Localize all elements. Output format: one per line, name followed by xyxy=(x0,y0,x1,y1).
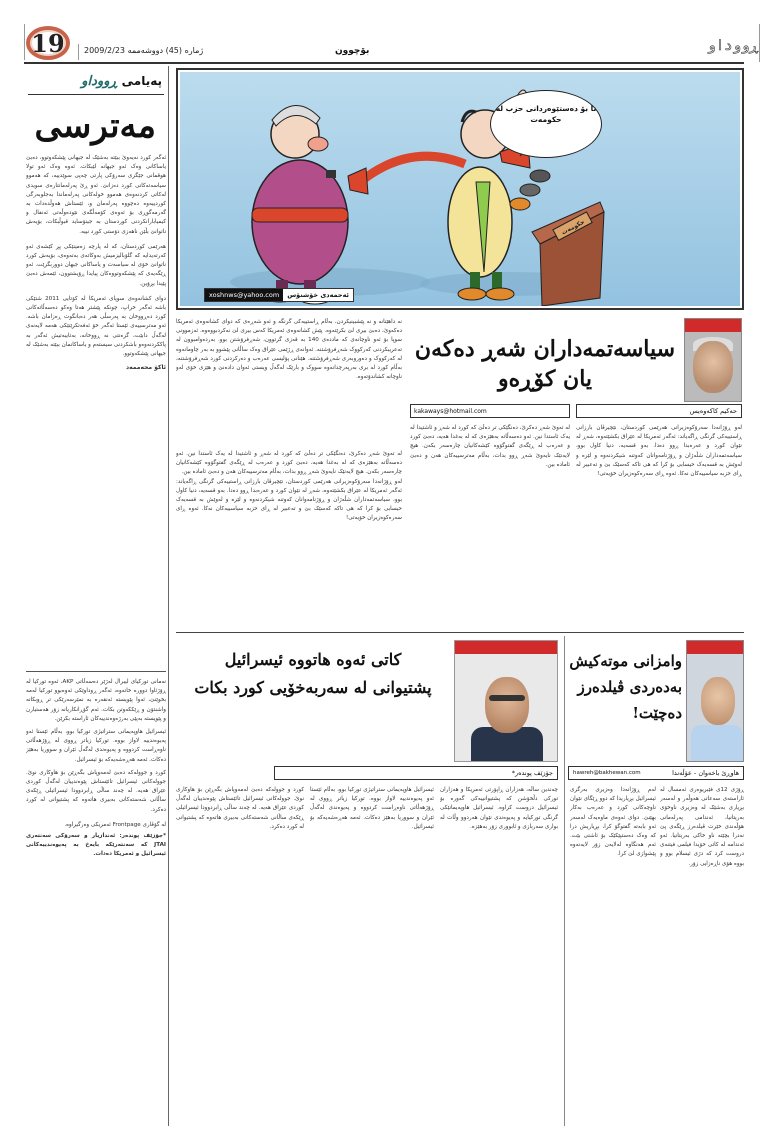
photo-accent-bar xyxy=(687,641,743,654)
author-name: هاوڕێ باخەوان - عۆڵەندا xyxy=(672,769,739,777)
headline-line: کاتی ئەوە هاتووە ئیسرائیل xyxy=(224,650,402,669)
article-column xyxy=(576,424,742,628)
author-photo xyxy=(686,640,744,762)
photo-accent-bar xyxy=(685,319,741,332)
editorial-body xyxy=(26,154,166,664)
article-paragraph: لەو ڕۆژانەدا سەرۆکوەزیرانی هەرێمی کوردستان، نێچیرڤان بارزانی ڕاستییەکی گرنگی ڕاگەیاند: ئەگەر ئەمریکا لە عێراق بکشێتەوە، شەڕ لە نێوان کورد و عەرەبدا ڕوو دەدا. بەو قسەیە، دنیا کاول بوو، سیاسەتمەداران شڵەژان و ڕۆژنامەوانان کەوتنە شیکردنەوە و لێرە و لەوێش بە قسەیەک حیسابی بۆ کرا کە هی تاکە کەسێک بێ و تەعبیر لە ڕای حزبە سیاسییەکان نەکا. ئەوە ڕای سەرەکوەزیران خۆیەتی! xyxy=(576,425,742,478)
article-column xyxy=(570,786,656,1126)
photo-face xyxy=(701,677,735,725)
photo-glasses xyxy=(489,695,525,701)
editorial-paragraph: هەرێمی کوردستان، کە لە پارچە زەمینێکی پڕ کێشەی ئەو کەرتەیدایە کە گلۆبالیزمیش بەوکاتەی بەتەوەی، بۆیەش کورد ناتوانێ خۆی لە سیاسەت و یاساکانی جیهان دووربگرێت. ئەو ڕێگەیەی کە پێشکەوتووەکان پیایدا ڕۆیشتوون، ئێمەش دەبێ پێیدا بڕۆین. xyxy=(26,243,166,287)
continuation-paragraph: کورد و جوولەکە دەبێ لەمەوپاش بگەڕێن بۆ هاوکاری نوێ. جوولەکانی ئیسرائیل تائێستاش پێوەندییان لەگەڵ کوردی عێراق هەیە. لە چەند ساڵی ڕابردوودا ئیسرائیلی ڕێکەی ساڵانی شەستەکانی بەبیری هاتەوە کە پشتیوانی لە کورد دەکرد. xyxy=(26,769,166,813)
article-paragraph: چەندین ساڵە، هەزاران ڕاپۆرتی ئەمریکا و هەزاران تورکی دڵخۆشن کە پشتیوانییەکی گەورە بۆ ئیسرائیل دروست کراوە. ئیسرائیل هاوپەیمانێکی گرنگی تورکیایە و پەیوەندی نێوان هەردوو وڵات لە بواری سەربازی و ئابووری زۆر بەهێزە. xyxy=(440,787,558,830)
article-column xyxy=(660,786,744,1126)
article-paragraph: ڕۆژی 12ی فێبریوەری ئەمساڵ لە ئاراستەی سەعاتی هەوڵەر و لەسەر بڕیاری بەشێک لە وەزیری ناوخۆی بەریتانیا، ئەندامی پەرلەمانی هۆڵەندی خێرت ڤیلدەرز ڕێگەی پێ نەدرا بچێتە ناو خاکی بەریتانیا. ئەو ئەندامە لە کاتی خۆیدا فیلمی فیتنەی دروست کرد کە دژی ئیسلام بوو و بووە هۆی ناڕەزایی زۆر. xyxy=(660,787,744,867)
article-paragraph: نە داهێنانە و نە پێشبینیکردن، بەڵام ڕاستییەکی گرنگە و ئەو شەڕەی کە دوای کشانەوەی ئەمریکا دەکەوێ، دەبێ بیری لێ بکرێتەوە. پێش کشانەوەی ئەمریکا کەس بیری لێ نەکردبووەوە. ئەزموونی سوپا بۆ ئەو ناوچانەی کە ماددەی 140 بە قەزی گرتوون، شەڕفرۆشتن بوو. بەردەوامبوون لە تەعریبکردنی کەرکووک شەڕفرۆشتنە. ئەوانەی ڕژێمی عێراق وەک ساڵانی پێشوو بە بەر چاومانەوە لە کەرکووک و دەوروبەری شەڕفرۆشتنە. هێنانی پۆلیسی عەرەب و دەرکردنی کورد شەڕفرۆشتنە، بەڵام کورد لە بری بەرپەرچدانەوە سووک و بارێک لەگەڵ ویستی ئەوان دادەنێ و هێزی خۆی لەو ناوچانە کشاندۆتەوە. xyxy=(176,319,402,381)
section-divider xyxy=(176,632,744,633)
article-paragraph: لەو ڕۆژانەدا سەرۆکوەزیرانی هەرێمی کوردستان، نێچیرڤان بارزانی ڕاستییەکی گرنگی ڕاگەیاند: ئەگەر ئەمریکا لە عێراق بکشێتەوە، شەڕ لە نێوان کورد و عەرەبدا ڕوو دەدا. بەو قسەیە، دنیا کاول بوو، سیاسەتمەداران شڵەژان و ڕۆژنامەوانان کەوتنە شیکردنەوە و لێرە و لەوێش بە قسەیەک حیسابی بۆ کرا کە هی تاکە کەسێک بێ و تەعبیر لە ڕای حزبە سیاسییەکان نەکا. ئەوە ڕای سەرەکوەزیران خۆیەتی! xyxy=(176,478,402,522)
source-note: لە گۆڤاری Frontpage ئەمریکی وەرگیراوە. xyxy=(64,821,166,828)
continuation-paragraph: نەمانی تورکیای لیبراڵ لەژێر دەسەڵاتی AKP، ئەوە تورکیا لە ڕۆژئاوا دوورە خاتەوە، ئەگەر ڕوداوێکی ئەوەبوو تورکیا لەمە بخوێنێ، ئەوا پێویستە ئەنقەرە بە نمێرسەرێکی تر ڕوبکاتە واشنتۆن و ڕێککەوتن بکات. ئەم گۆڕانکاریانە زۆر هەستیارن و پێویستە بەپێی بەرژەوەندییەکان ئاراستە بکرێن. xyxy=(26,679,166,722)
cartoonist-email: xoshnws@yahoo.com xyxy=(205,289,283,301)
header-right-rule xyxy=(759,24,760,62)
cartoonist-name: ئەحمەدی خۆشنۆس xyxy=(283,289,353,301)
photo-face xyxy=(485,677,529,733)
headline-line: پشتیوانی لە سەربەخۆیی کورد بکات xyxy=(194,678,432,697)
article-headline xyxy=(176,646,450,760)
cartoon-frame xyxy=(176,68,744,310)
article-paragraph: لە تەوێ شەڕ دەکرێ، دەنگێکی تر دەڵێ کە کورد لە شەڕ و ئاشتیدا لە یەک ئاستدا نین. ئەو دەسەڵاتە بەهێزەی کە لە بەغدا هەیە، دەبێ کورد و عەرەب لە ڕێگەی گفتوگۆوە کێشەکانیان چارەسەر بکەن. هیچ لایەنێک نایەوێ شەڕ ڕوو بدات، بەڵام مەترسییەکان هەن و دەبێ ئامادە بین. xyxy=(410,425,570,468)
left-divider xyxy=(26,671,166,672)
speech-bubble: نا بۆ دەستێوەردانی حزب لە حکومەت xyxy=(490,90,602,158)
article-headline xyxy=(568,648,682,760)
column-rule xyxy=(564,636,565,1126)
cartoon-illustration xyxy=(180,72,740,306)
article-column xyxy=(310,786,434,1126)
author-email: kakaways@hotmail.com xyxy=(410,404,570,418)
photo-shirt xyxy=(691,725,743,761)
photo-accent-bar xyxy=(455,641,557,654)
continuation-body xyxy=(26,678,166,1134)
headline-line: بەدەردی ڤیلدەرز دەچێت! xyxy=(577,678,682,722)
header-left-rule xyxy=(24,24,25,60)
author-photo xyxy=(684,318,742,402)
section-name: بۆچوون xyxy=(335,46,370,56)
cartoon-credit xyxy=(204,288,354,302)
author-name: حەکیم کاکەوەیس xyxy=(576,404,742,418)
author-email: hawreh@bakhewan.com xyxy=(573,770,641,776)
editorial-paragraph: ئەگەر کورد نەیەوێ ببێتە بەشێک لە جیهانی پێشکەوتوو، دەبێ یاساکانی وەک ئەو جیهانە لێبکات. ئەوە وەک ئەو تولا هوقمانی جێگری سەرۆکی پارتی چەپی سوێدییە، کە هەموو سیاسەتەکانی کورد دەزانێ. ئەو ڕێ پەرلەمانتارەی سویدی لەکاتی کردنەوەی هەموو خولەکانی پەرلەماندا بەجلوبەرگی کوردییەوە دەچووە پەرلەمان و، ئێستاش هەوڵدەدات بە گەرمەگوڕی بۆ ئەوەی کۆمەڵگەی نێودەوڵەتی ئەنفال و کیمیابارانکردنی کوردستان بە جینۆساید قبوڵبکات، بۆیەش ناتوانێ بڵێن ناهەزی دۆستی کورد نییە. xyxy=(26,155,166,235)
kicker-brand: ڕووداو xyxy=(81,74,118,89)
article-column xyxy=(440,786,558,1126)
editorial-paragraph: دوای کشانەوەی سوپای ئەمریکا لە کۆتایی 2011 شتێکی باشە ئەگەر خراپ، چونکە پێشتر هەتا وەکو دەسەڵاتەکانی کورد دەڕووخان بە پەرسڵی هەر دەبانگوت ڕەزامان باشە. ئەو مەترسییەی ئێستا ئەگەر خۆ ئەفەتکرێنێکی هەمە لایەنەی لەگەڵ دابێت، گرەنتی نە ڕووخانە، بەتایبەتیش ئەگەر بە پاککردنەوەو باشکردنی سیستەم و یاساکانمان ببێتە بەشێک لە جیهانی پێشکەوتوو. xyxy=(26,295,166,358)
podium-sign: حکومەت xyxy=(560,218,586,237)
editorial-signature: ئاکۆ محەممەد xyxy=(126,364,166,372)
editorial-kicker xyxy=(81,74,162,89)
article-paragraph: ئیسرائیل هاوپەیمانی ستراتیژی تورکیا بوو، بەڵام ئێستا ئەو پەیوەندییە لاواز بووە. تورکیا زیاتر ڕووی لە ڕۆژهەڵاتی ناوەڕاست کردووە و پەیوەندی لەگەڵ ئێران و سووریا بەهێز دەکات. ئەمە هەڕەشەیەکە بۆ ئیسرائیل. xyxy=(310,787,434,830)
headline-line: وامزانی موتەکیش xyxy=(569,652,682,670)
article-column xyxy=(176,318,402,446)
author-bar xyxy=(568,766,744,780)
article-paragraph: لەم ڕۆژانەدا وەزیری بەرگری ئیسرائیل بڕیاریدا کە دوو ڕێگای نێوان ناوچەکانی کورد و عەرەب بەکار بهێنێ. دوای ئەوەی ماوەیەک لەسەر ئەو بابەتە گفتوگۆ کرا، بڕیاریش درا کە وەک دەستپێکێک بۆ ئاشتی بێت. ئەم هەنگاوە لەلایەن زۆر لایەنەوە پێشوازی لێ کرا. xyxy=(570,787,656,858)
article-column xyxy=(176,786,304,1126)
author-footnote: *جۆزێف پوندەر: ئەندازیار و سەرۆکی سەنتەری JTAI کە سەنتەرێکە بایەخ بە پەیوەندییەکانی ئیسرائیل و ئەمریکا دەدات. xyxy=(26,833,166,858)
editorial-title: مەترسی xyxy=(34,106,156,146)
photo-face xyxy=(693,341,733,393)
header-separator xyxy=(78,44,79,60)
editorial-column xyxy=(26,66,166,1136)
author-name: جۆزێف پوندەر* xyxy=(274,766,558,780)
article-headline: سیاسەتمەداران شەڕ دەکەن یان کۆڕەو xyxy=(414,336,676,392)
kicker-rule xyxy=(28,94,164,95)
column-rule xyxy=(168,66,169,1126)
article-column xyxy=(176,450,402,628)
article-column xyxy=(410,424,570,628)
article-paragraph: لە تەوێ شەڕ دەکرێ، دەنگێکی تر دەڵێ کە کورد لە شەڕ و ئاشتیدا لە یەک ئاستدا نین. ئەو دەسەڵاتە بەهێزەی کە لە بەغدا هەیە، دەبێ کورد و عەرەب لە ڕێگەی گفتوگۆوە کێشەکانیان چارەسەر بکەن. هیچ لایەنێک نایەوێ شەڕ ڕوو بدات، بەڵام مەترسییەکان هەن و دەبێ ئامادە بین. xyxy=(176,451,402,476)
page-number: 19 xyxy=(26,26,70,60)
newspaper-logo: ڕووداو xyxy=(707,38,758,54)
header-rule xyxy=(24,62,744,64)
author-photo xyxy=(454,640,558,762)
continuation-paragraph: ئیسرائیل هاوپەیمانی ستراتیژی تورکیا بوو، بەڵام ئێستا ئەو پەیوەندییە لاواز بووە. تورکیا زیاتر ڕووی لە ڕۆژهەڵاتی ناوەڕاست کردووە و پەیوەندی لەگەڵ ئێران و سووریا بەهێز دەکات. ئەمە هەڕەشەیەکە بۆ ئیسرائیل. xyxy=(26,729,166,763)
article-paragraph: کورد و جوولەکە دەبێ لەمەوپاش بگەڕێن بۆ هاوکاری نوێ. جوولەکانی ئیسرائیل تائێستاش پێوەندییان لەگەڵ کوردی عێراق هەیە. لە چەند ساڵی ڕابردوودا ئیسرائیلی ڕێکەی ساڵانی شەستەکانی بەبیری هاتەوە کە پشتیوانی لە کورد دەکرد. xyxy=(176,787,304,830)
editorial-cartoon xyxy=(180,72,740,306)
issue-info: ژمارە (45) دووشەممە 2009/2/23 xyxy=(84,46,204,55)
kicker-prefix: پەیامی xyxy=(121,74,162,88)
